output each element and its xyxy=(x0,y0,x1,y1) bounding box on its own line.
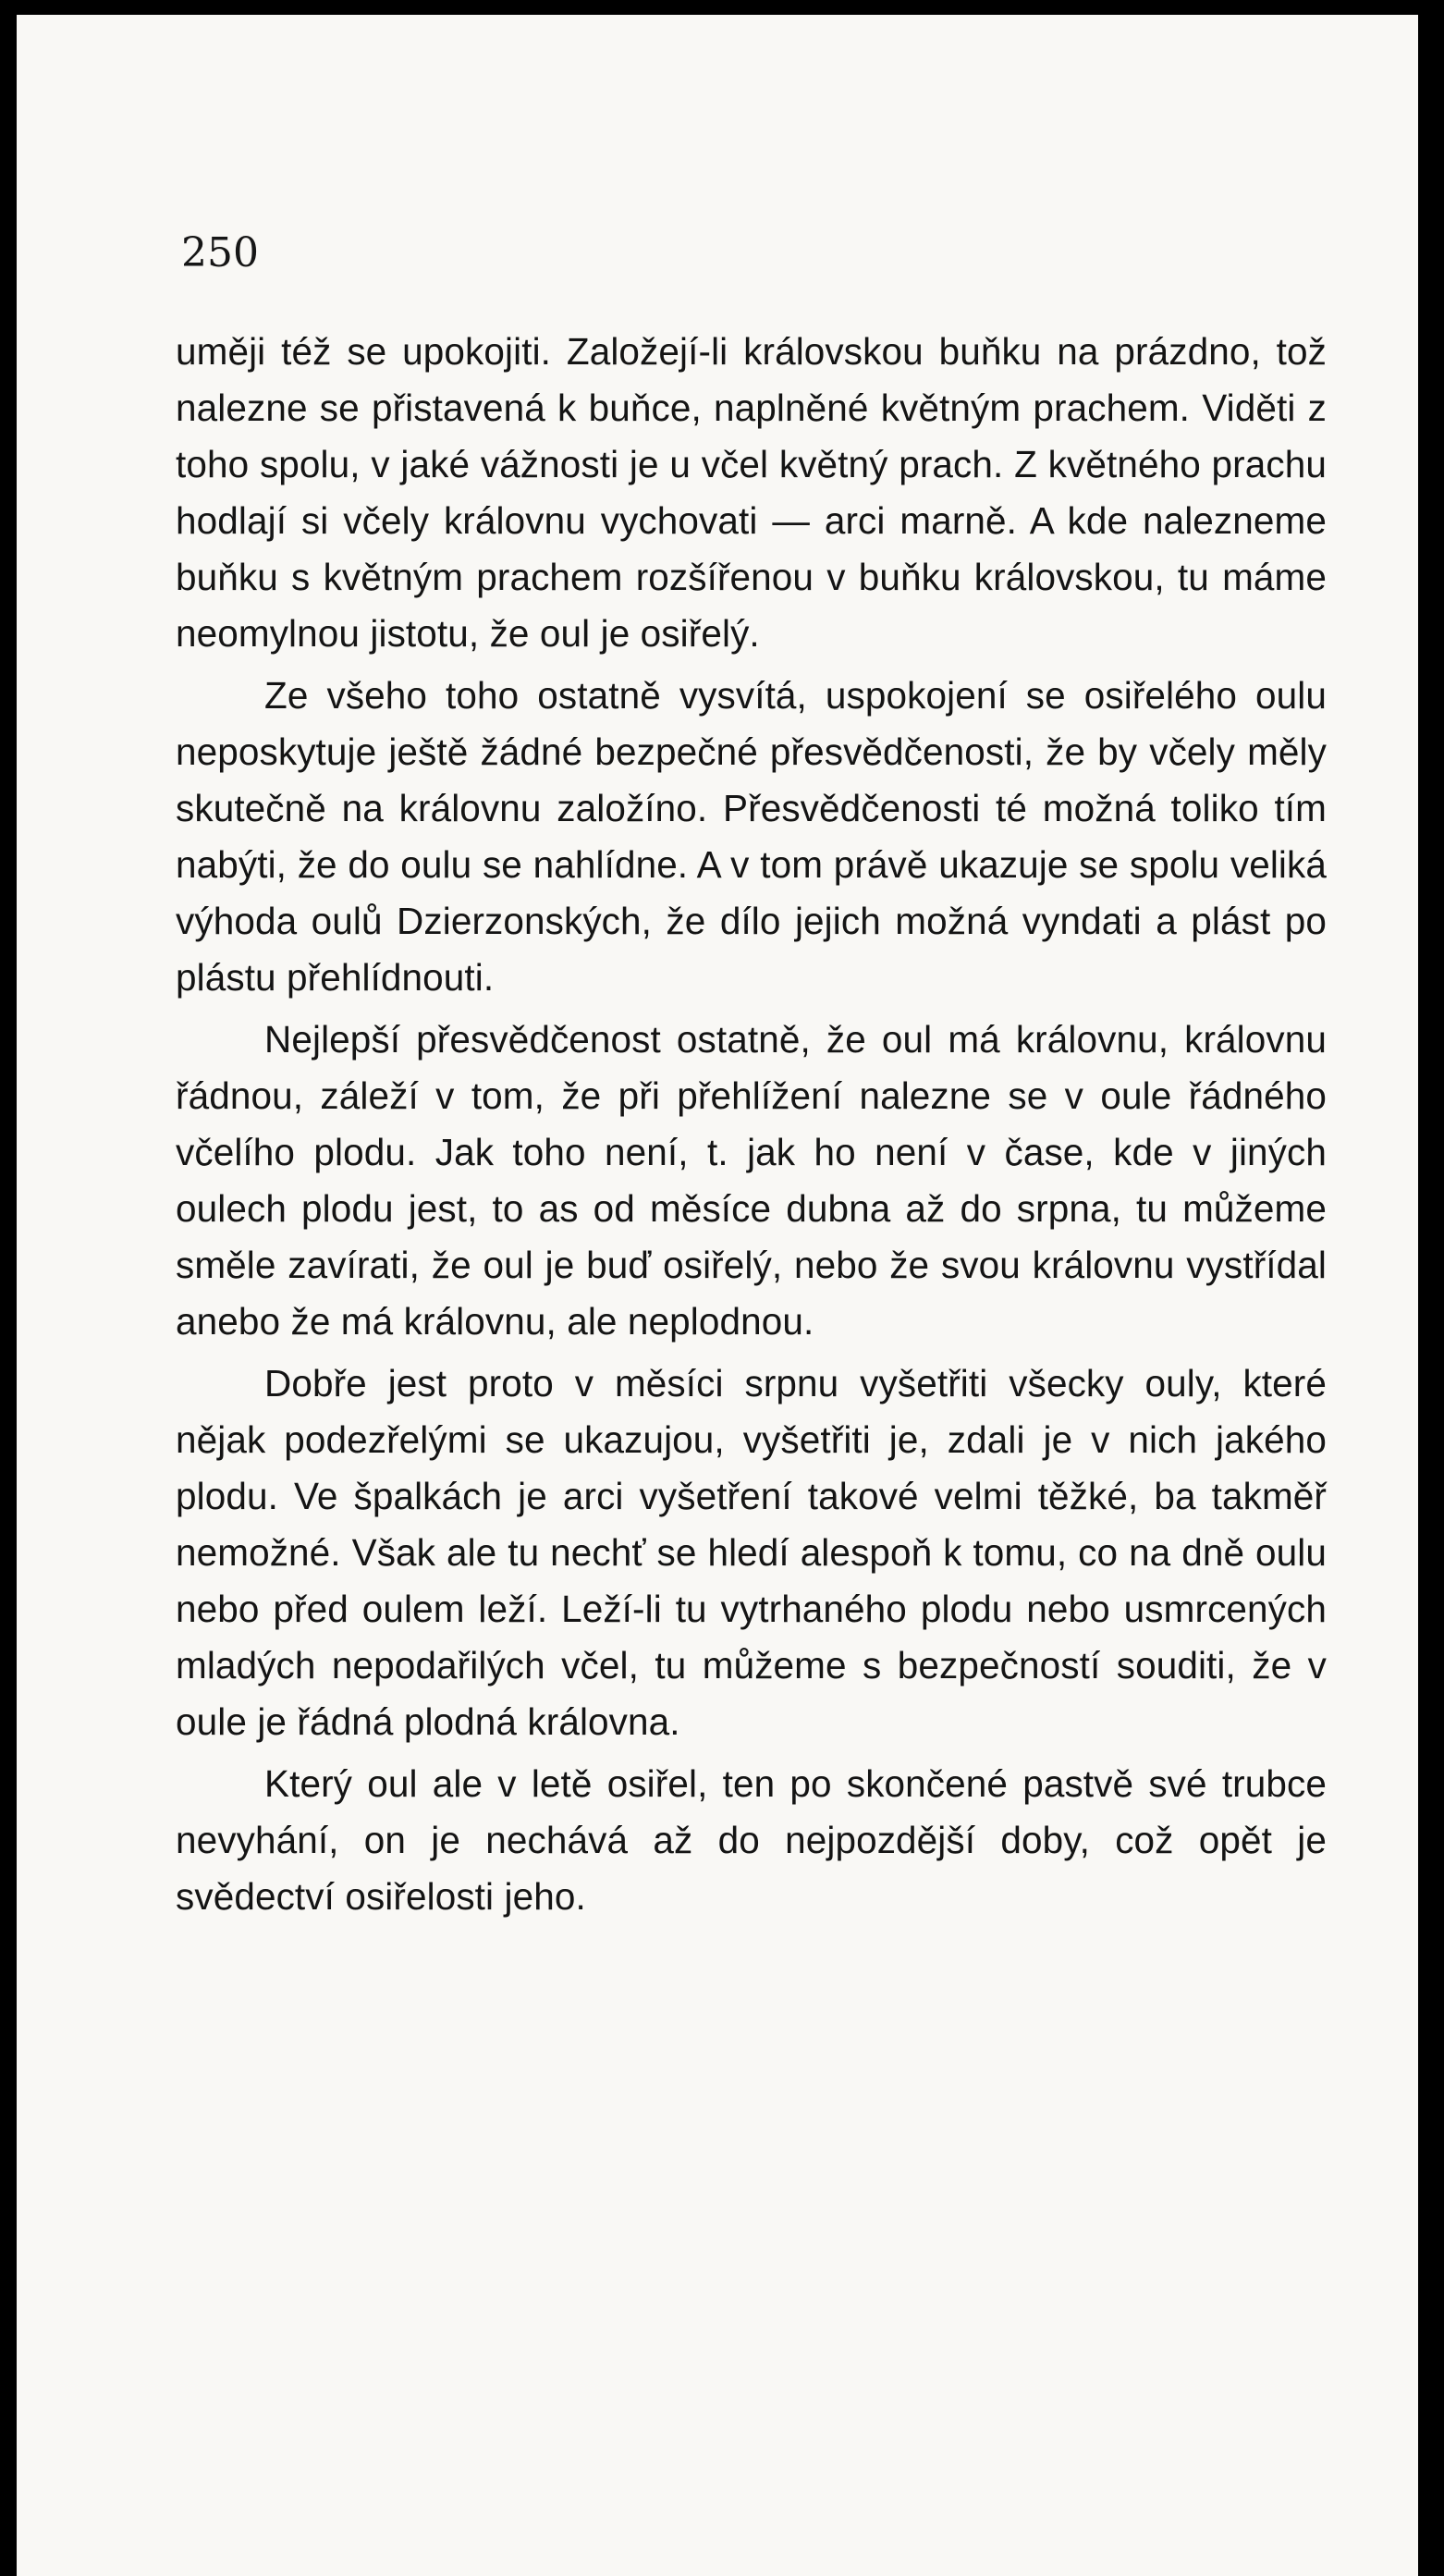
page-number: 250 xyxy=(181,229,259,276)
paragraph-5: Který oul ale v letě osiřel, ten po skončené pastvě své trubce nevyhání, on je nechává až do nejpozdější doby, což opět je svědectví osiřelosti jeho. xyxy=(176,1762,1327,1918)
paragraph-1: uměji též se upokojiti. Založejí-li královskou buňku na prázdno, tož nalezne se přistavená k buňce, naplněné květným prachem. Viděti z toho spolu, v jaké vážnosti je u včel květný prach. Z květného prachu hodlají si včely královnu vychovati — arci marně. A kde nalezneme buňku s květným prachem rozšířenou v buňku královskou, tu máme neomylnou jistotu, že oul je osiřelý. xyxy=(176,330,1327,655)
scan-border-top xyxy=(0,0,1424,15)
paragraph-4: Dobře jest proto v měsíci srpnu vyšetřiti všecky ouly, které nějak podezřelými se ukazujou, vyšetřiti je, zdali je v nich jakého plodu. Ve špalkách je arci vyšetření takové velmi těžké, ba takměř nemožné. Však ale tu nechť se hledí alespoň k tomu, co na dně oulu nebo před oulem leží. Leží-li tu vytrhaného plodu nebo usmrcených mladých nepodařilých včel, tu můžeme s bezpečností souditi, že v oule je řádná plodná královna. xyxy=(176,1362,1327,1743)
body-text xyxy=(176,324,1327,1931)
paragraph-2: Ze všeho toho ostatně vysvítá, uspokojení se osiřelého oulu neposkytuje ještě žádné bezpečné přesvědčenosti, že by včely měly skutečně na královnu založíno. Přesvědčenosti té možná toliko tím nabýti, že do oulu se nahlídne. A v tom právě ukazuje se spolu veliká výhoda oulů Dzierzonských, že dílo jejich možná vyndati a plást po plástu přehlídnouti. xyxy=(176,674,1327,999)
paragraph-3: Nejlepší přesvědčenost ostatně, že oul má královnu, královnu řádnou, záleží v tom, že při přehlížení nalezne se v oule řádného včelího plodu. Jak toho není, t. jak ho není v čase, kde v jiných oulech plodu jest, to as od měsíce dubna až do srpna, tu můžeme směle zavírati, že oul je buď osiřelý, nebo že svou královnu vystřídal anebo že má královnu, ale neplodnou. xyxy=(176,1018,1327,1343)
scan-border-left xyxy=(0,0,17,2576)
scan-border-right xyxy=(1418,0,1444,2576)
